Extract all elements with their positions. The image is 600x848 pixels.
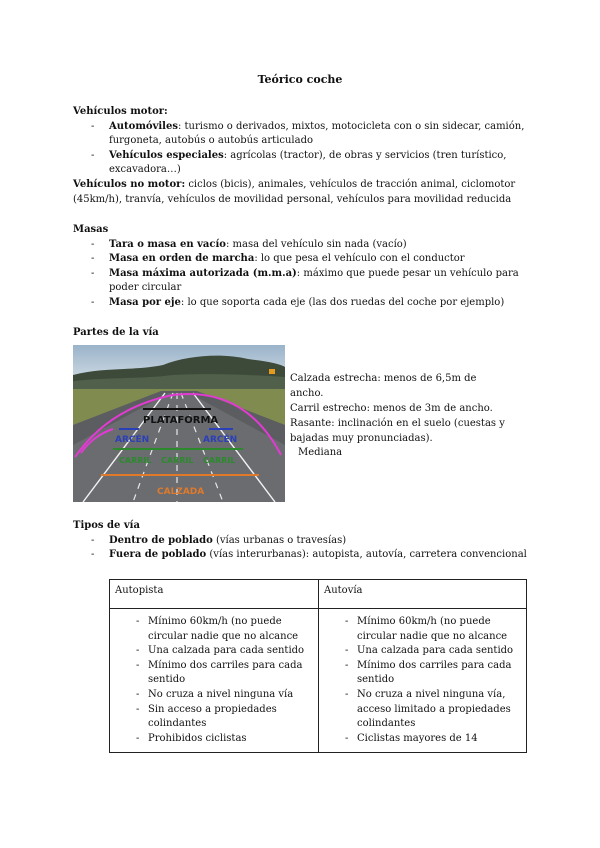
- list-item: - No cruza a nivel ninguna vía: [116, 688, 314, 703]
- label-carril: CARRIL: [203, 456, 236, 465]
- label-carril: CARRIL: [119, 456, 152, 465]
- list-item: [73, 149, 533, 178]
- item-text: : agrícolas (tractor), de obras y servicios (tren turístico, excavadora…): [109, 149, 507, 176]
- autopista-cell: [110, 609, 319, 753]
- label-carril: CARRIL: [161, 456, 194, 465]
- vehiculos-motor-list: [73, 120, 533, 178]
- tipos-list: [73, 534, 533, 563]
- list-item: [73, 238, 533, 253]
- vehiculos-no-motor-text: ciclos (bicis), animales, vehículos de tracción animal, ciclomotor (45km/h), tranvía, vehículos de movilidad personal, vehículos para movilidad reducida: [73, 178, 516, 205]
- list-item: - Mínimo dos carriles para cada sentido: [325, 659, 522, 688]
- item-text: : masa del vehículo sin nada (vacío): [225, 238, 407, 250]
- label-arcen-right: ARCÉN: [203, 435, 238, 445]
- list-item: - Mínimo 60km/h (no puede circular nadie que no alcance: [116, 615, 314, 644]
- item-text: (vías urbanas o travesías): [212, 534, 347, 546]
- tipos-heading: Tipos de vía: [73, 520, 140, 531]
- item-text: : máximo que puede pesar un vehículo para poder circular: [109, 267, 519, 294]
- list-item: [73, 267, 533, 296]
- list-item: [73, 534, 533, 549]
- list-item: - Una calzada para cada sentido: [325, 644, 522, 659]
- list-item: - Ciclistas mayores de 14: [325, 732, 522, 747]
- item-label: Masa en orden de marcha: [109, 253, 255, 265]
- label-plataforma: PLATAFORMA: [143, 415, 219, 426]
- masas-heading: Masas: [73, 224, 109, 235]
- item-text: : lo que soporta cada eje (las dos ruedas del coche por ejemplo): [180, 296, 505, 308]
- item-text: (vías interurbanas): autopista, autovía, carretera convencional: [206, 549, 527, 561]
- list-item: [73, 296, 533, 311]
- item-label: Automóviles: [109, 120, 178, 132]
- road-diagram-image: [73, 345, 285, 502]
- note-carril: Carril estrecho: menos de 3m de ancho.: [290, 403, 493, 414]
- list-item: [73, 120, 533, 149]
- via-notes: [290, 371, 510, 446]
- item-label: Vehículos especiales: [109, 149, 224, 161]
- list-item: [73, 252, 533, 267]
- item-label: Masa máxima autorizada (m.m.a): [109, 267, 297, 279]
- list-item: - Sin acceso a propiedades colindantes: [116, 703, 314, 732]
- mediana-label: Mediana: [298, 447, 343, 458]
- partes-heading-text: Partes de la vía: [73, 327, 159, 338]
- header-autovia: Autovía: [319, 580, 527, 609]
- header-autopista: Autopista: [110, 580, 319, 609]
- list-item: [73, 548, 533, 563]
- item-text: : turismo o derivados, mixtos, motocicleta con o sin sidecar, camión, furgoneta, autobús o autobús articulado: [109, 120, 525, 147]
- item-label: Tara o masa en vacío: [109, 238, 226, 250]
- comparison-table: [109, 579, 527, 753]
- road-illustration: [73, 345, 285, 502]
- item-label: Dentro de poblado: [109, 534, 213, 546]
- label-calzada: CALZADA: [157, 487, 205, 497]
- item-label: Masa por eje: [109, 296, 181, 308]
- masas-section: [73, 223, 533, 311]
- item-label: Fuera de poblado: [109, 549, 207, 561]
- vehiculos-no-motor-heading: Vehículos no motor:: [73, 178, 186, 190]
- vehiculos-no-motor: [73, 178, 533, 207]
- note-calzada: Calzada estrecha: menos de 6,5m de ancho.: [290, 373, 477, 399]
- list-item: - Mínimo 60km/h (no puede circular nadie que no alcance: [325, 615, 522, 644]
- masas-list: [73, 238, 533, 311]
- table-row: [110, 609, 527, 753]
- list-item: - No cruza a nivel ninguna vía, acceso limitado a propiedades colindantes: [325, 688, 522, 732]
- partes-heading: [73, 326, 533, 341]
- tipos-section: [73, 519, 533, 563]
- list-item: - Prohibidos ciclistas: [116, 732, 314, 747]
- item-text: : lo que pesa el vehículo con el conductor: [254, 253, 465, 265]
- table-header-row: [110, 580, 527, 609]
- list-item: - Una calzada para cada sentido: [116, 644, 314, 659]
- autovia-cell: [319, 609, 527, 753]
- vehiculos-section: [73, 105, 533, 207]
- autovia-list: [325, 615, 522, 746]
- road-sign: [269, 369, 275, 374]
- list-item: - Mínimo dos carriles para cada sentido: [116, 659, 314, 688]
- autopista-list: [116, 615, 314, 746]
- page-title: Teórico coche: [257, 73, 343, 86]
- note-rasante: Rasante: inclinación en el suelo (cuestas y bajadas muy pronunciadas).: [290, 418, 505, 444]
- vehiculos-motor-heading: Vehículos motor:: [73, 106, 168, 117]
- label-arcen-left: ARCÉN: [115, 435, 150, 445]
